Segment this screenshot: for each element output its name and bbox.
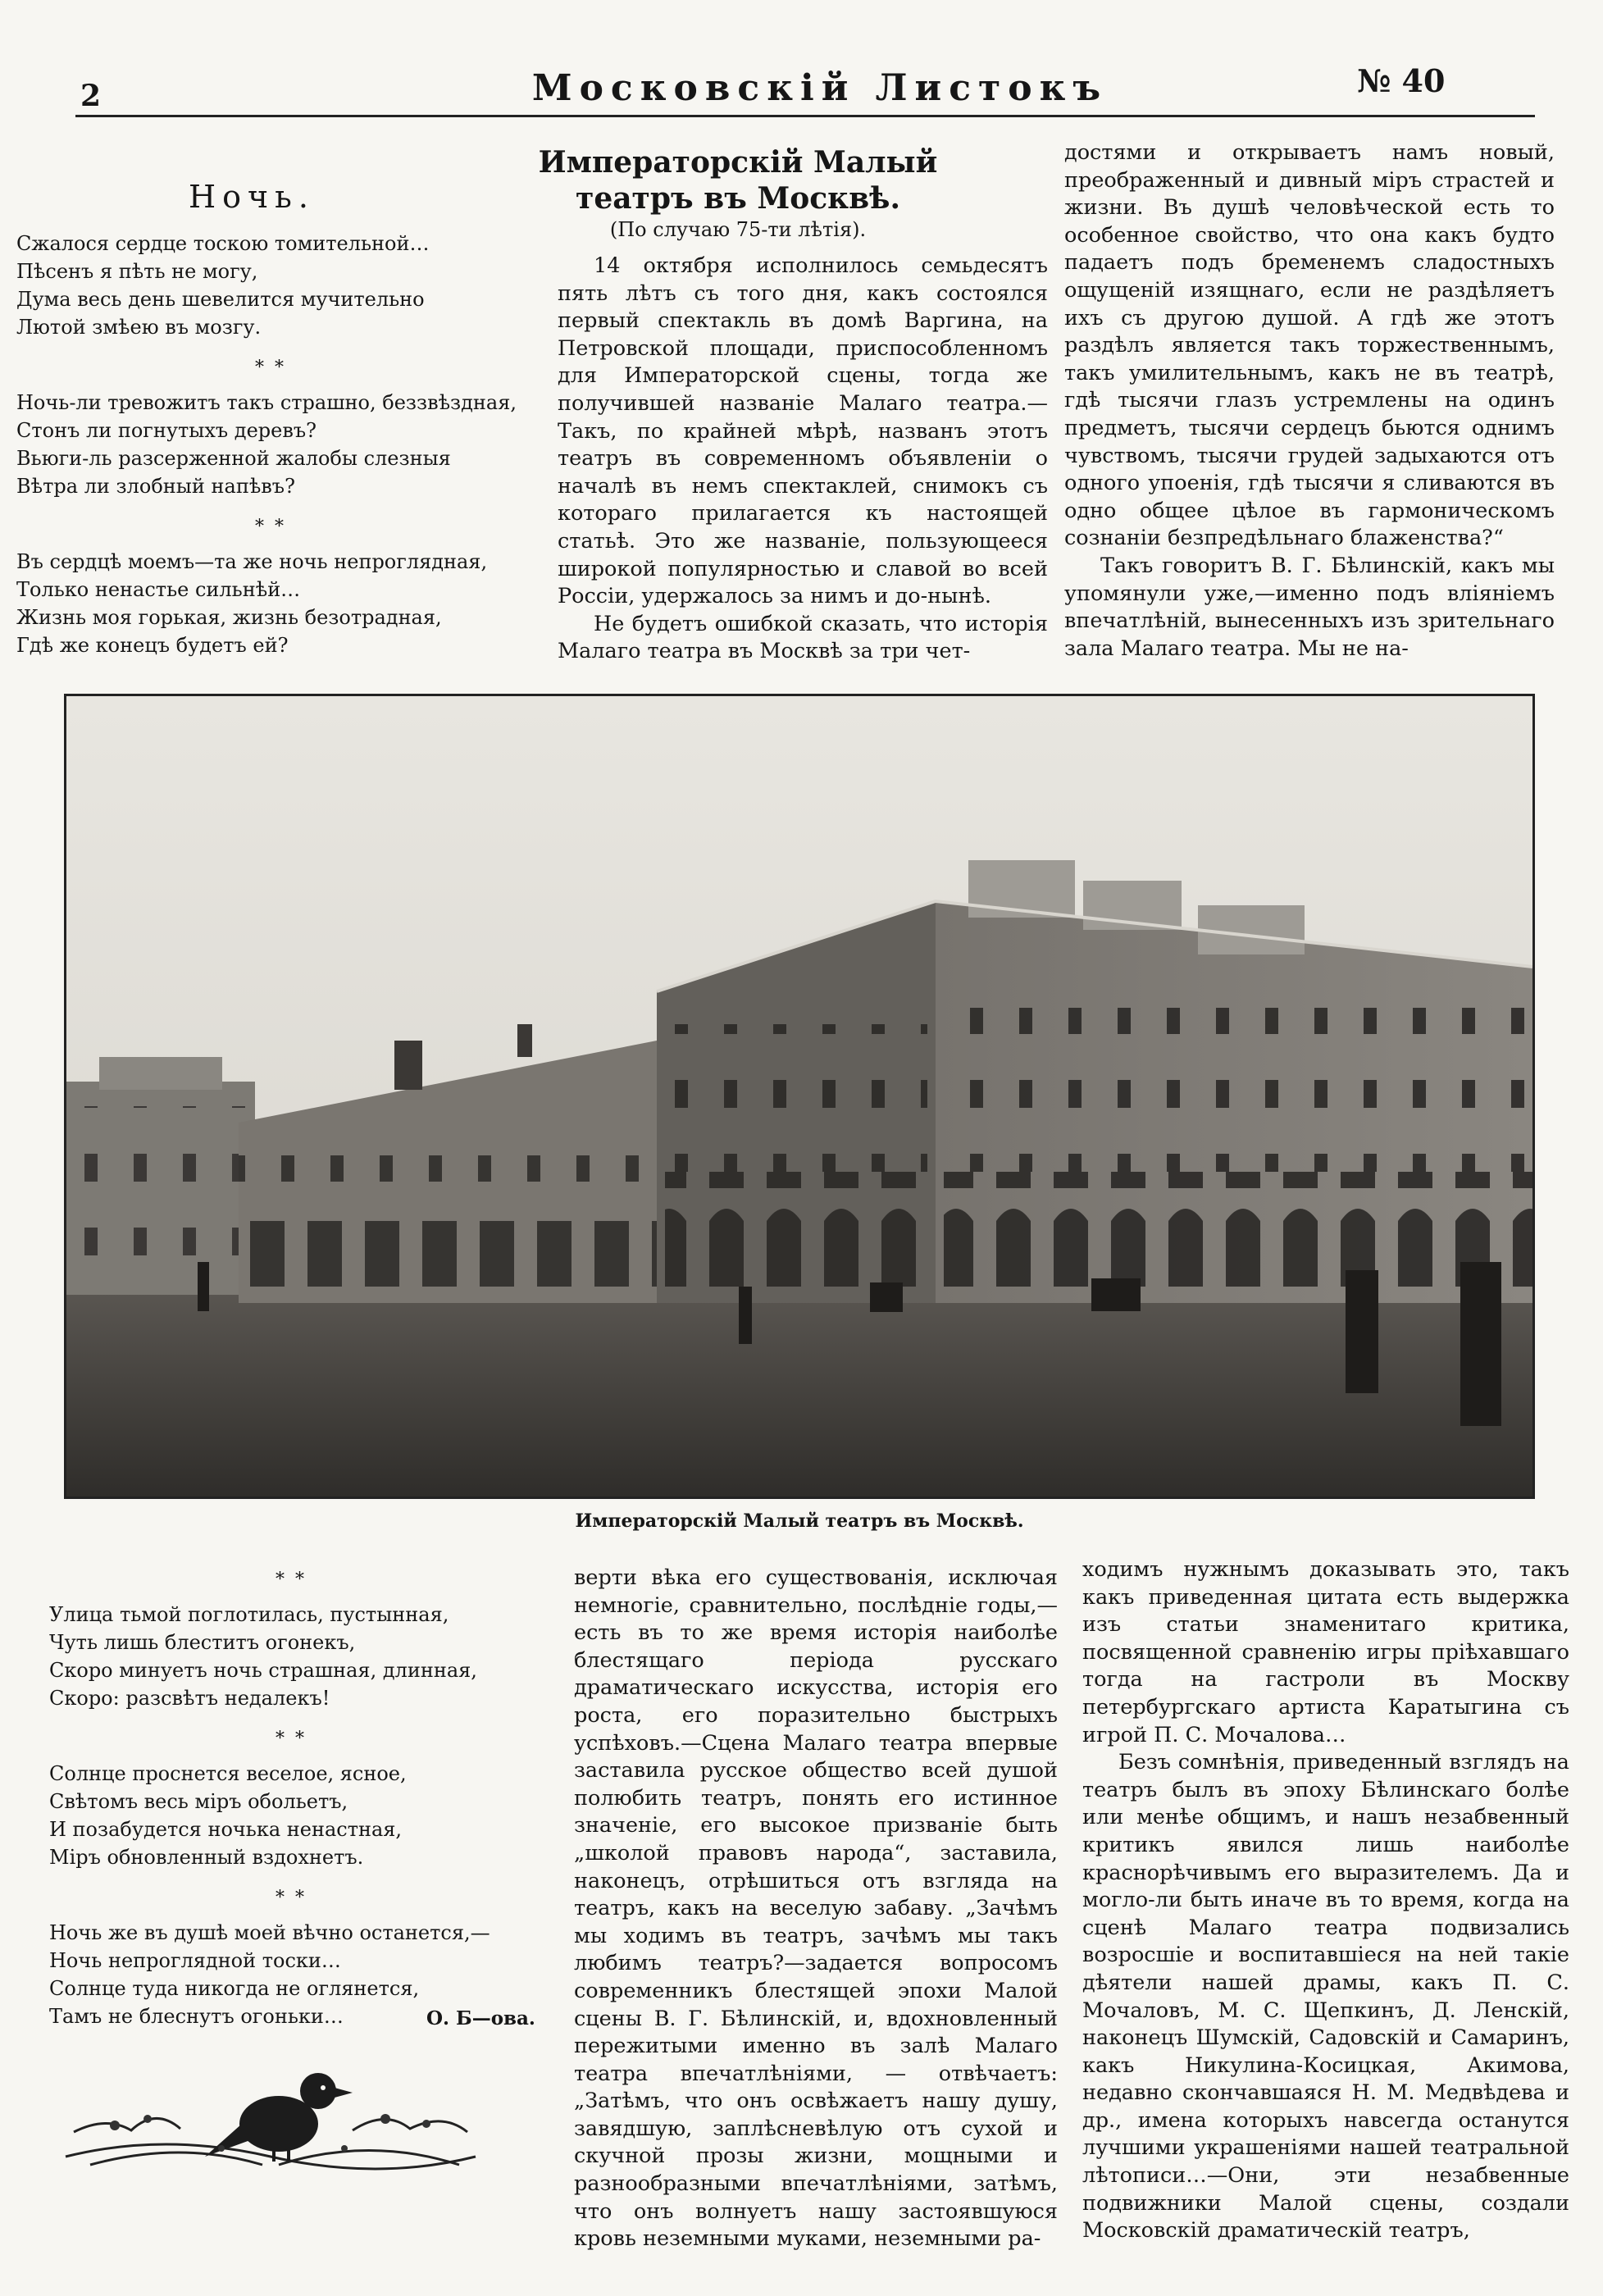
article-paragraph: ходимъ нужнымъ доказывать это, такъ какъ приведенная цитата есть выдержка изъ статьи знаменитаго критика, посвященной сравненію игры пріѣхавшаго тогда на гастроли въ Москву петербургскаго артиста Каратыгина съ игрой П. С. Мочалова…	[1082, 1557, 1569, 1747]
poem-line: Стонъ ли погнутыхъ деревъ?	[16, 419, 317, 442]
poem-line: Солнце проснется веселое, ясное,	[49, 1762, 407, 1785]
article-column-middle-top	[558, 253, 1048, 666]
bird-vignette-icon	[57, 2034, 484, 2189]
poem-stanza	[16, 548, 525, 659]
stanza-separator: * *	[276, 1729, 307, 1749]
poem-line: Въ сердцѣ моемъ—та же ночь непроглядная,	[16, 550, 488, 573]
masthead: Московскій Листокъ	[531, 67, 1109, 109]
article-paragraph: Такъ говоритъ В. Г. Бѣлинскій, какъ мы упомянули уже,—именно подъ вліяніемъ впечатлѣній, вынесенныхъ изъ зрительнаго зала Малаго театра. Мы не на-	[1064, 553, 1555, 661]
poem-line: Улица тьмой поглотилась, пустынная,	[49, 1603, 449, 1626]
article-subtitle: (По случаю 75-ти лѣтія).	[609, 218, 867, 241]
article-title: Императорскій Малый театръ въ Москвѣ.	[538, 145, 938, 216]
poem-line: Тамъ не блеснутъ огоньки…	[49, 2005, 344, 2028]
poem-line: Свѣтомъ весь міръ обольетъ,	[49, 1790, 348, 1813]
theatre-photo-drawing	[66, 696, 1532, 1496]
poem-line: Лютой змѣею въ мозгу.	[16, 316, 262, 339]
article-paragraph: Не будетъ ошибкой сказать, что исторія Малаго театра въ Москвѣ за три чет-	[558, 611, 1048, 664]
article-paragraph: 14 октября исполнилось семьдесятъ пять лѣтъ съ того дня, какъ состоялся первый спектакль въ домѣ Варгина, на Петровской площади, приспособленномъ для Императорской сцены, тогда же получившей названіе Малаго театра.—Такъ, по крайней мѣрѣ, названъ этотъ театръ въ современномъ объявленіи о началѣ въ немъ спектаклей, снимокъ съ котораго прилагается къ настоящей статьѣ. Это же названіе, пользующееся широкой популярностью и славой во всей Россіи, удержалось за нимъ и до-нынѣ.	[558, 253, 1048, 609]
stanza-separator: * *	[276, 1888, 307, 1908]
issue-number: № 40	[1357, 62, 1446, 99]
article-column-middle-bottom	[574, 1565, 1058, 2253]
header-rule	[75, 115, 1535, 117]
article-paragraph: достями и открываетъ намъ новый, преображенный и дивный міръ страстей и жизни. Въ душѣ человѣческой есть то особенное свойство, что она какъ будто падаетъ подъ бременемъ сладостныхъ ощущеній изящнаго, если не раздѣляетъ ихъ съ другою душой. А гдѣ же этотъ раздѣлъ является такъ торжественнымъ, такъ умилительнымъ, какъ не въ театрѣ, гдѣ тысячи глазъ устремлены на одинъ предметъ, тысячи сердецъ бьются однимъ чувствомъ, тысячи грудей задыхаются отъ одного упоенія, гдѣ тысячи я сливаются въ одно общее цѣлое въ гармоническомъ сознаніи безпредѣльнаго блаженства?“	[1064, 140, 1555, 551]
poem-title: Ночь.	[189, 179, 315, 215]
stanza-separator: * *	[255, 517, 286, 537]
poem-line: И позабудется ночька ненастная,	[49, 1818, 403, 1841]
poem-bottom	[49, 1566, 533, 2030]
poem-line: Вѣтра ли злобный напѣвъ?	[16, 475, 295, 498]
poem-line: Ночь-ли тревожитъ такъ страшно, беззвѣздная,	[16, 391, 517, 414]
poem-line: Пѣсенъ я пѣть не могу,	[16, 260, 258, 283]
poem-line: Скоро: разсвѣтъ недалекъ!	[49, 1687, 330, 1710]
article-paragraph: верти вѣка его существованія, исключая немногіе, сравнительно, послѣдніе годы,—есть въ то же время исторія наиболѣе блестящаго періода русскаго драматическаго искусства, исторія его роста, его поразительно быстрыхъ успѣховъ.—Сцена Малаго театра впервые заставила русское общество всей душой полюбить театръ, понять его истинное значеніе, его высокое призваніе быть „школой правовъ народа“, заставила, наконецъ, отрѣшиться отъ взгляда на театръ, какъ на веселую забаву. „Зачѣмъ мы ходимъ въ театръ, зачѣмъ мы такъ любимъ театръ?—задается вопросомъ современникъ блестящей эпохи Малой сцены В. Г. Бѣлинскій, и, вдохновленный пережитыми именно въ залѣ Малаго театра впечатлѣніями, — отвѣчаетъ: „Затѣмъ, что онъ освѣжаетъ нашу душу, завядшую, заплѣсневѣлую отъ сухой и скучной прозы жизни, мощными и разнообразными впечатлѣніями, затѣмъ, что онъ волнуетъ нашу застоявшуюся кровь неземными муками, неземными ра-	[574, 1565, 1058, 2252]
poem-stanza	[16, 389, 525, 500]
poem-line: Ночь же въ душѣ моей вѣчно останется,—	[49, 1921, 490, 1944]
poem-signature: О. Б—ова.	[426, 2007, 535, 2029]
poem-line: Только ненастье сильнѣй…	[16, 578, 301, 601]
poem-line: Ночь непроглядной тоски…	[49, 1949, 341, 1972]
article-column-right-bottom	[1082, 1556, 1569, 2245]
poem-line: Гдѣ же конецъ будетъ ей?	[16, 634, 289, 657]
poem-stanza	[49, 1760, 533, 1871]
poem-line: Скоро минуетъ ночь страшная, длинная,	[49, 1659, 477, 1682]
stanza-separator: * *	[276, 1569, 307, 1590]
poem-line: Солнце туда никогда не оглянется,	[49, 1977, 420, 2000]
article-paragraph: Безъ сомнѣнія, приведенный взглядъ на театръ былъ въ эпоху Бѣлинскаго болѣе или менѣе общимъ, и нашъ незабвенный критикъ явился лишь наиболѣе краснорѣчивымъ его выразителемъ. Да и могло-ли быть иначе въ то время, когда на сценѣ Малаго театра подвизались возросшіе и воспитавшіеся на ней такіе дѣятели нашей драмы, какъ П. С. Мочаловъ, М. С. Щепкинъ, Д. Ленскій, наконецъ Шумскій, Садовскій и Самаринъ, какъ Никулина-Косицкая, Акимова, недавно скончавшаяся Н. М. Медвѣдева и др., имена которыхъ навсегда останутся лучшими украшеніями нашей театральной лѣтописи…—Они, эти незабвенные подвижники Малой сцены, создали Московскій драматическій театръ,	[1082, 1750, 1569, 2244]
poem-line: Жизнь моя горькая, жизнь безотрадная,	[16, 606, 442, 629]
poem-stanza	[16, 230, 525, 341]
article-column-right-top	[1064, 139, 1555, 663]
poem-line: Вьюги-ль разсерженной жалобы слезныя	[16, 447, 451, 470]
bird-vignette-drawing	[57, 2034, 484, 2189]
poem-line: Дума весь день шевелится мучительно	[16, 288, 425, 311]
photo-caption: Императорскій Малый театръ въ Москвѣ.	[575, 1510, 1024, 1532]
poem-stanza	[49, 1601, 533, 1712]
poem-line: Міръ обновленный вздохнетъ.	[49, 1846, 364, 1869]
poem-line: Сжалося сердце тоскою томительной…	[16, 232, 430, 255]
stanza-separator: * *	[255, 358, 286, 378]
poem-top	[16, 230, 525, 659]
theatre-photograph	[64, 694, 1535, 1499]
page-number: 2	[80, 79, 102, 113]
poem-line: Чуть лишь блеститъ огонекъ,	[49, 1631, 356, 1654]
